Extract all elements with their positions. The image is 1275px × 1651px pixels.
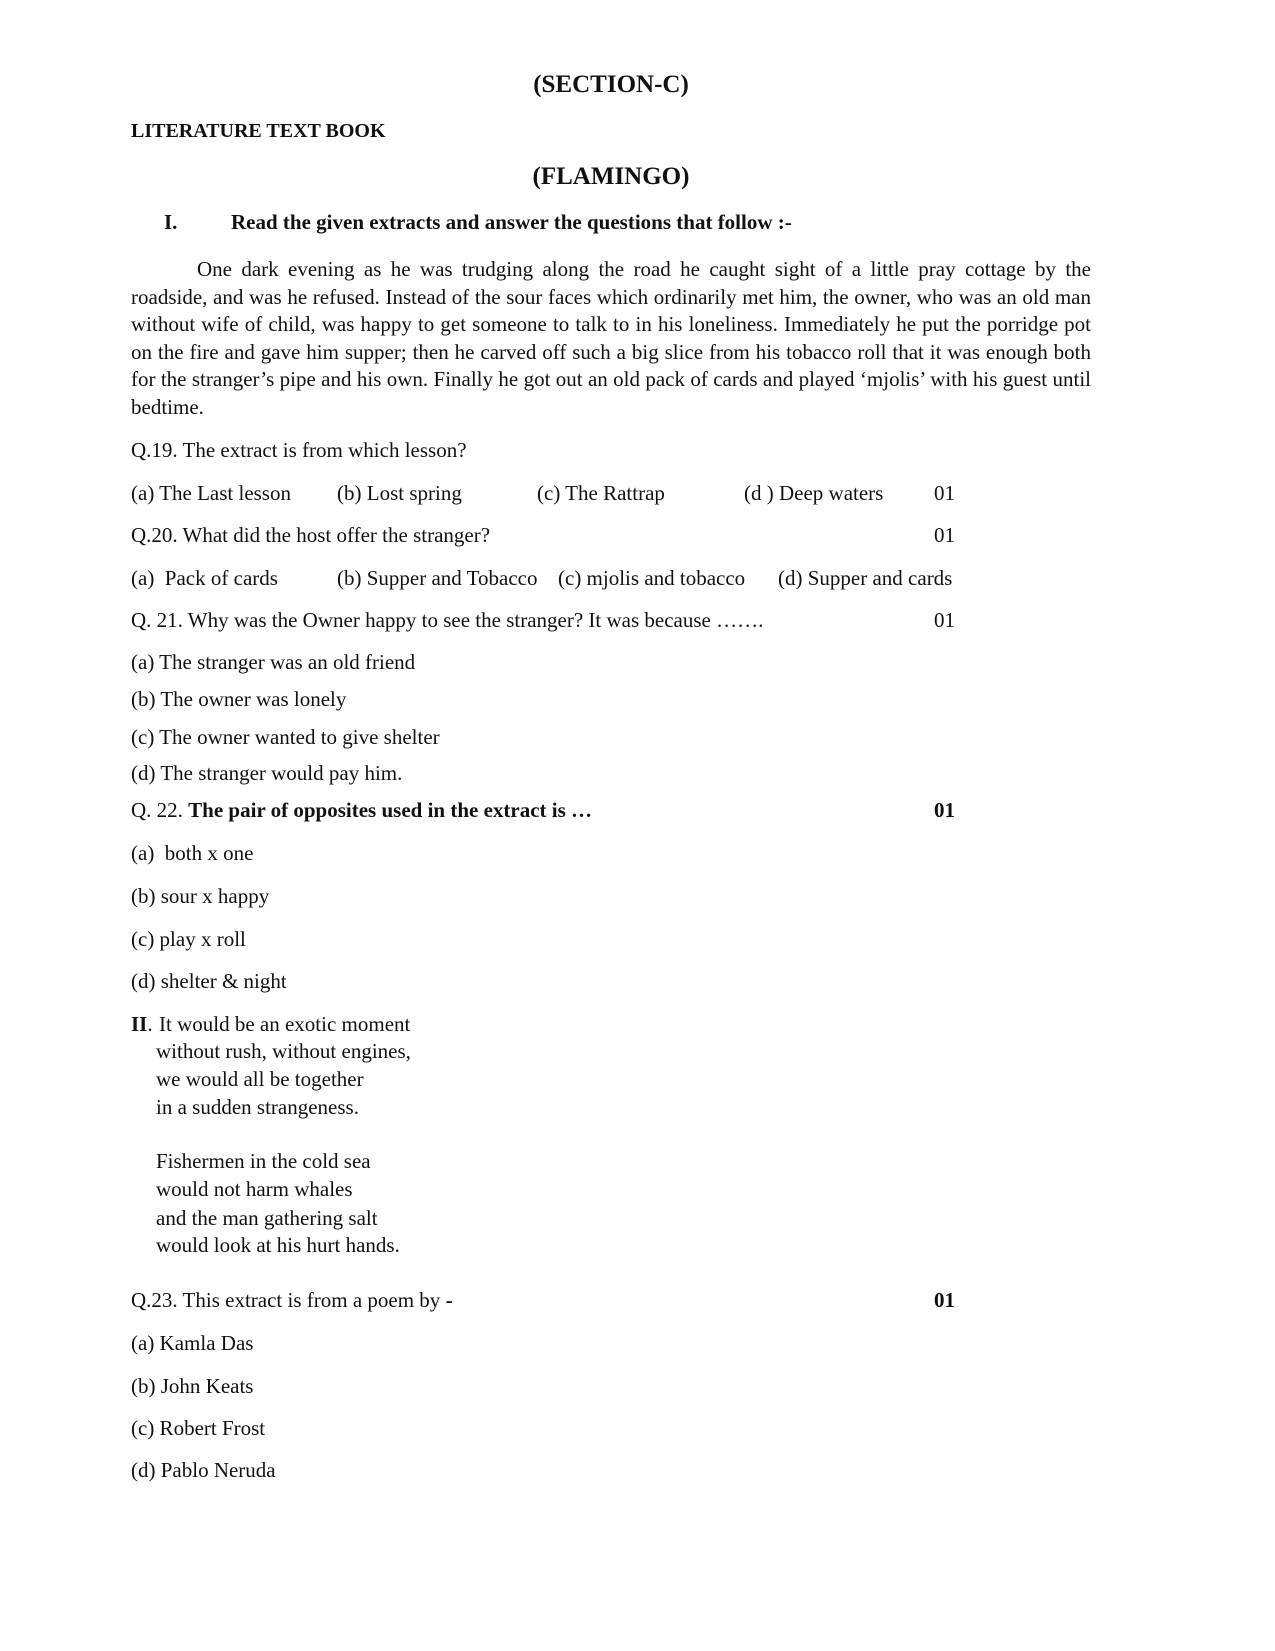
- subheading: LITERATURE TEXT BOOK: [131, 120, 386, 142]
- option: (d) shelter & night: [131, 969, 287, 993]
- question-22: [131, 798, 592, 822]
- option: (a) The stranger was an old friend: [131, 650, 416, 674]
- question-text: The pair of opposites used in the extract is …: [188, 798, 593, 822]
- question-21: Q. 21. Why was the Owner happy to see the stranger? It was because …….: [131, 608, 764, 632]
- option: (a) Pack of cards: [131, 566, 278, 590]
- option: (b) John Keats: [131, 1374, 254, 1398]
- option: (c) mjolis and tobacco: [558, 566, 746, 590]
- option: (c) The Rattrap: [537, 481, 665, 505]
- poem-line: would not harm whales: [156, 1177, 353, 1201]
- extract-paragraph: One dark evening as he was trudging along the road he caught sight of a little pray cottage by the roadside, and was he refused. Instead of the sour faces which ordinarily met him, the owner, who was an old man without wife of child, was happy to get someone to talk to in his loneliness. Immediately he put the porridge pot on the fire and gave him supper; then he carved off such a big slice from his tobacco roll that it was enough both for the stranger’s pipe and his own. Finally he got out an old pack of cards and played ‘mjolis’ with his guest until bedtime.: [131, 257, 1091, 419]
- option: (b) sour x happy: [131, 884, 270, 908]
- option: (a) Kamla Das: [131, 1331, 254, 1355]
- option: (b) The owner was lonely: [131, 687, 347, 711]
- question-19: Q.19. The extract is from which lesson?: [131, 438, 467, 462]
- question-number: Q. 22.: [131, 798, 189, 822]
- option: (d ) Deep waters: [744, 481, 884, 505]
- section-title: (SECTION-C): [533, 71, 689, 98]
- marks: 01: [934, 608, 955, 632]
- option: (c) Robert Frost: [131, 1416, 266, 1440]
- poem-line: and the man gathering salt: [156, 1206, 378, 1230]
- poem-line: without rush, without engines,: [156, 1039, 411, 1063]
- option: (a) The Last lesson: [131, 481, 291, 505]
- book-title: (FLAMINGO): [532, 163, 690, 190]
- marks: 01: [934, 481, 955, 505]
- poem-line: we would all be together: [156, 1067, 364, 1091]
- instruction: Read the given extracts and answer the questions that follow :-: [231, 210, 792, 234]
- poem-line: It would be an exotic moment: [159, 1012, 411, 1036]
- option: (a) both x one: [131, 841, 254, 865]
- option: (b) Lost spring: [337, 481, 462, 505]
- poem-line: would look at his hurt hands.: [156, 1233, 400, 1257]
- poem-line: in a sudden strangeness.: [156, 1095, 359, 1119]
- option: (d) Supper and cards: [778, 566, 953, 590]
- option: (d) Pablo Neruda: [131, 1458, 276, 1482]
- question-20: Q.20. What did the host offer the stranger?: [131, 523, 491, 547]
- part-number: I.: [164, 210, 178, 234]
- option: (b) Supper and Tobacco: [337, 566, 538, 590]
- option: (c) The owner wanted to give shelter: [131, 725, 440, 749]
- part-number: II.: [131, 1012, 153, 1036]
- question-23: [131, 1288, 453, 1312]
- option: (c) play x roll: [131, 927, 246, 951]
- question-text: Q.23. This extract is from a poem by: [131, 1288, 446, 1312]
- poem-line: Fishermen in the cold sea: [156, 1149, 371, 1173]
- marks: 01: [934, 1288, 955, 1312]
- marks: 01: [934, 523, 955, 547]
- marks: 01: [934, 798, 955, 822]
- option: (d) The stranger would pay him.: [131, 761, 403, 785]
- question-dash: -: [445, 1288, 453, 1312]
- part-2-number: II: [131, 1012, 148, 1036]
